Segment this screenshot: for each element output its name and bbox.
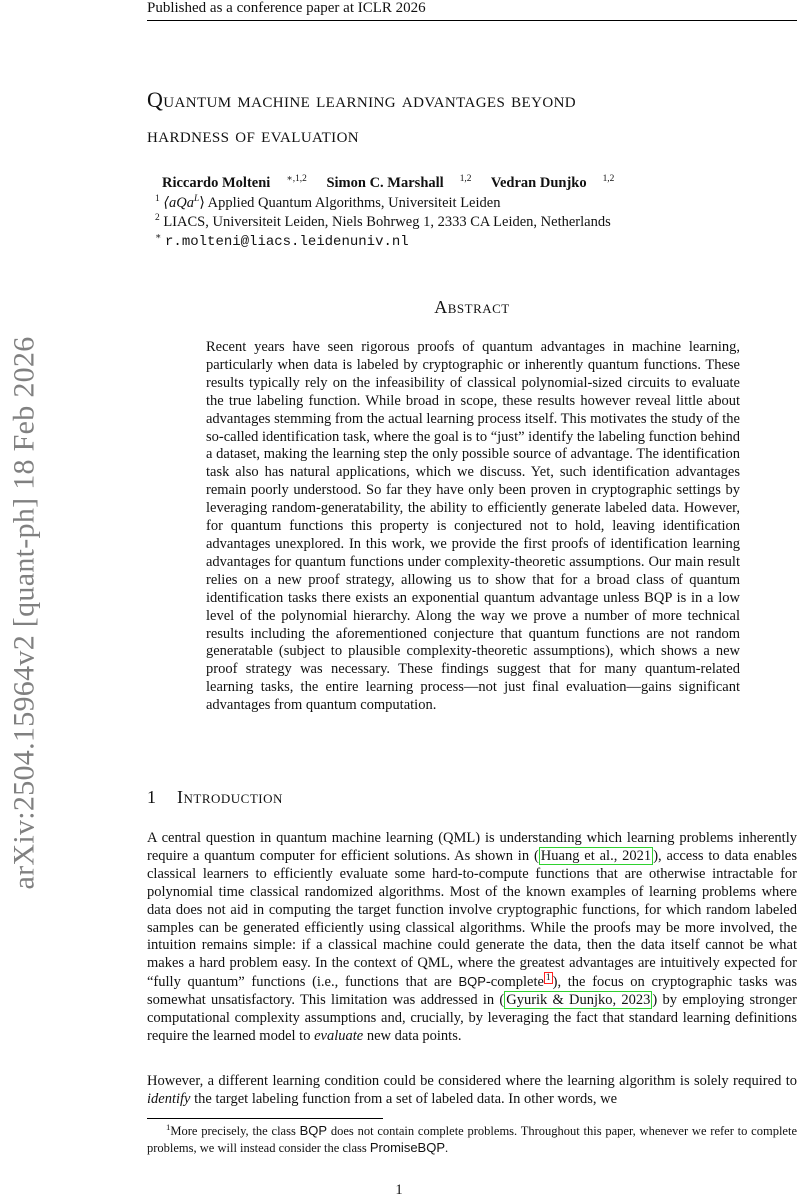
text-run: ), access to data enables classical learners to efficiently evaluate some hard-to-compute functions that are otherwise intractable for polynomial time classical randomized algorithms. Most of the known examples of learning problems where data does not aid in computing the target function involve cryptographic functions, for which random labeled samples can be generated efficiently using classical algorithms. While the proofs may be more involved, the intuition remains simple: if a classical machine could generate the data, then the data itself cannot be what makes a hard problem easy. In the context of QML, where the greatest advantages are intuitively expected for “fully quantum” functions (i.e., functions that are [147, 847, 797, 991]
text-run: ) by employing stronger computational complexity assumptions and, crucially, by leveraging the fact that standard learning definitions require the learned model to [147, 992, 798, 1044]
author-name: Vedran Dunjko [490, 175, 587, 191]
text-run: A central question in quantum machine learning (QML) is understanding which learning problems inherently require a quantum computer for efficient solutions. As shown in ( [147, 830, 797, 864]
intro-paragraph-2 [147, 1073, 797, 1109]
author [326, 175, 471, 191]
footnote-rule [147, 1118, 383, 1119]
text-run: . [445, 1140, 449, 1155]
complexity-class: BQP [458, 974, 486, 990]
title-line-2: hardness of evaluation [147, 122, 360, 147]
running-header: Published as a conference paper at ICLR 2026 [147, 0, 426, 16]
title-line-1: Quantum machine learning advantages beyond [147, 87, 577, 112]
paper-title [147, 82, 798, 152]
text-run: However, a different learning condition could be considered where the learning algorithm is solely required to [147, 1073, 797, 1089]
affiliation-2 [155, 214, 611, 231]
text-run: ), the focus on cryptographic tasks was somewhat unsatisfactory. This limitation was addressed in ( [147, 974, 797, 1009]
author-name: Simon C. Marshall [326, 175, 444, 191]
author [162, 175, 307, 191]
abstract-heading: Abstract [434, 297, 510, 317]
footnote-1 [147, 1123, 797, 1156]
author-name: Riccardo Molteni [162, 175, 271, 191]
section-heading-introduction [147, 787, 283, 808]
author-affiliation-mark: ∗,1,2 [286, 174, 307, 185]
author-affiliation-mark: 1,2 [602, 174, 615, 185]
intro-paragraph-1 [147, 830, 797, 1046]
footnote-link[interactable]: 1 [545, 973, 551, 984]
affiliation-mark: ∗ [155, 232, 162, 243]
complexity-class: BQP [299, 1123, 328, 1138]
citation-link[interactable]: Huang et al., 2021 [540, 847, 652, 864]
affiliation-1 [155, 195, 500, 212]
affiliation-text: ⟩ Applied Quantum Algorithms, Universiteit Leiden [199, 195, 501, 211]
corresponding-email [155, 233, 409, 250]
complexity-class: PromiseBQP [369, 1139, 446, 1155]
text-run: the target labeling function from a set of labeled data. In other words, we [190, 1090, 618, 1107]
affiliation-mark: 2 [155, 213, 160, 224]
affiliation-mark: 1 [155, 194, 160, 205]
section-title: Introduction [177, 787, 283, 807]
text-run: More precisely, the class [170, 1124, 300, 1138]
abstract-text: Recent years have seen rigorous proofs of quantum advantages in machine learning, particularly when data is labeled by cryptographic or inherently quantum functions. These results typically rely on the infeasibility of classical polynomial-sized circuits to evaluate the true labeling function. While broad in scope, these results however reveal little about advantages stemming from the actual learning process itself. This motivates the study of the so-called identification task, where the goal is to “just” identify the labeling function behind a dataset, making the learning step the only possible source of advantage. The identification task also has natural applications, which we discuss. Yet, such identification advantages remain poorly understood. So far they have only been proven in cryptographic settings by leveraging random-generatability, the ability to efficiently generate labeled data. However, for quantum functions this property is conjectured not to hold, leaving identification advantages unexplored. In this work, we provide the first proofs of identification learning advantages for quantum functions under complexity-theoretic assumptions. Our main result relies on a new proof strategy, allowing us to show that for a broad class of quantum identification tasks there exists an exponential quantum advantage unless BQP is in a low level of the polynomial hierarchy. Along the way we prove a number of more technical results including the aforementioned conjecture that quantum functions are not random generatable (subject to plausible complexity-theoretic assumptions), which shows a new proof strategy was necessary. These findings suggest that for many quantum-related learning tasks, the entire learning process—not just final evaluation—gains significant advantages from quantum computation. [206, 339, 740, 714]
author-list [162, 175, 630, 192]
email-link[interactable]: r.molteni@liacs.leidenuniv.nl [165, 234, 409, 250]
author-affiliation-mark: 1,2 [459, 174, 472, 185]
affiliation-text: LIACS, Universiteit Leiden, Niels Bohrweg 1, 2333 CA Leiden, Netherlands [163, 214, 611, 230]
text-run: does not contain complete problems. Throughout this paper, whenever we refer to complete problems, we will instead consider the class [147, 1124, 797, 1155]
citation-link[interactable]: Gyurik & Dunjko, 2023 [506, 992, 651, 1009]
author [491, 175, 615, 191]
text-run: new data points. [363, 1027, 462, 1044]
emphasis: identify [147, 1090, 191, 1107]
text-run: -complete [485, 974, 544, 991]
arxiv-identifier: arXiv:2504.15964v2 [quant-ph] 18 Feb 2026 [8, 336, 41, 890]
page-number: 1 [395, 1182, 403, 1198]
arxiv-side-stamp [3, 293, 47, 933]
header-rule [147, 20, 797, 21]
group-name: ⟨aQa [163, 195, 194, 211]
footnote-mark: 1 [166, 1121, 171, 1132]
emphasis: evaluate [314, 1027, 364, 1044]
section-number: 1 [147, 787, 156, 807]
group-name-sup: L [193, 194, 200, 205]
